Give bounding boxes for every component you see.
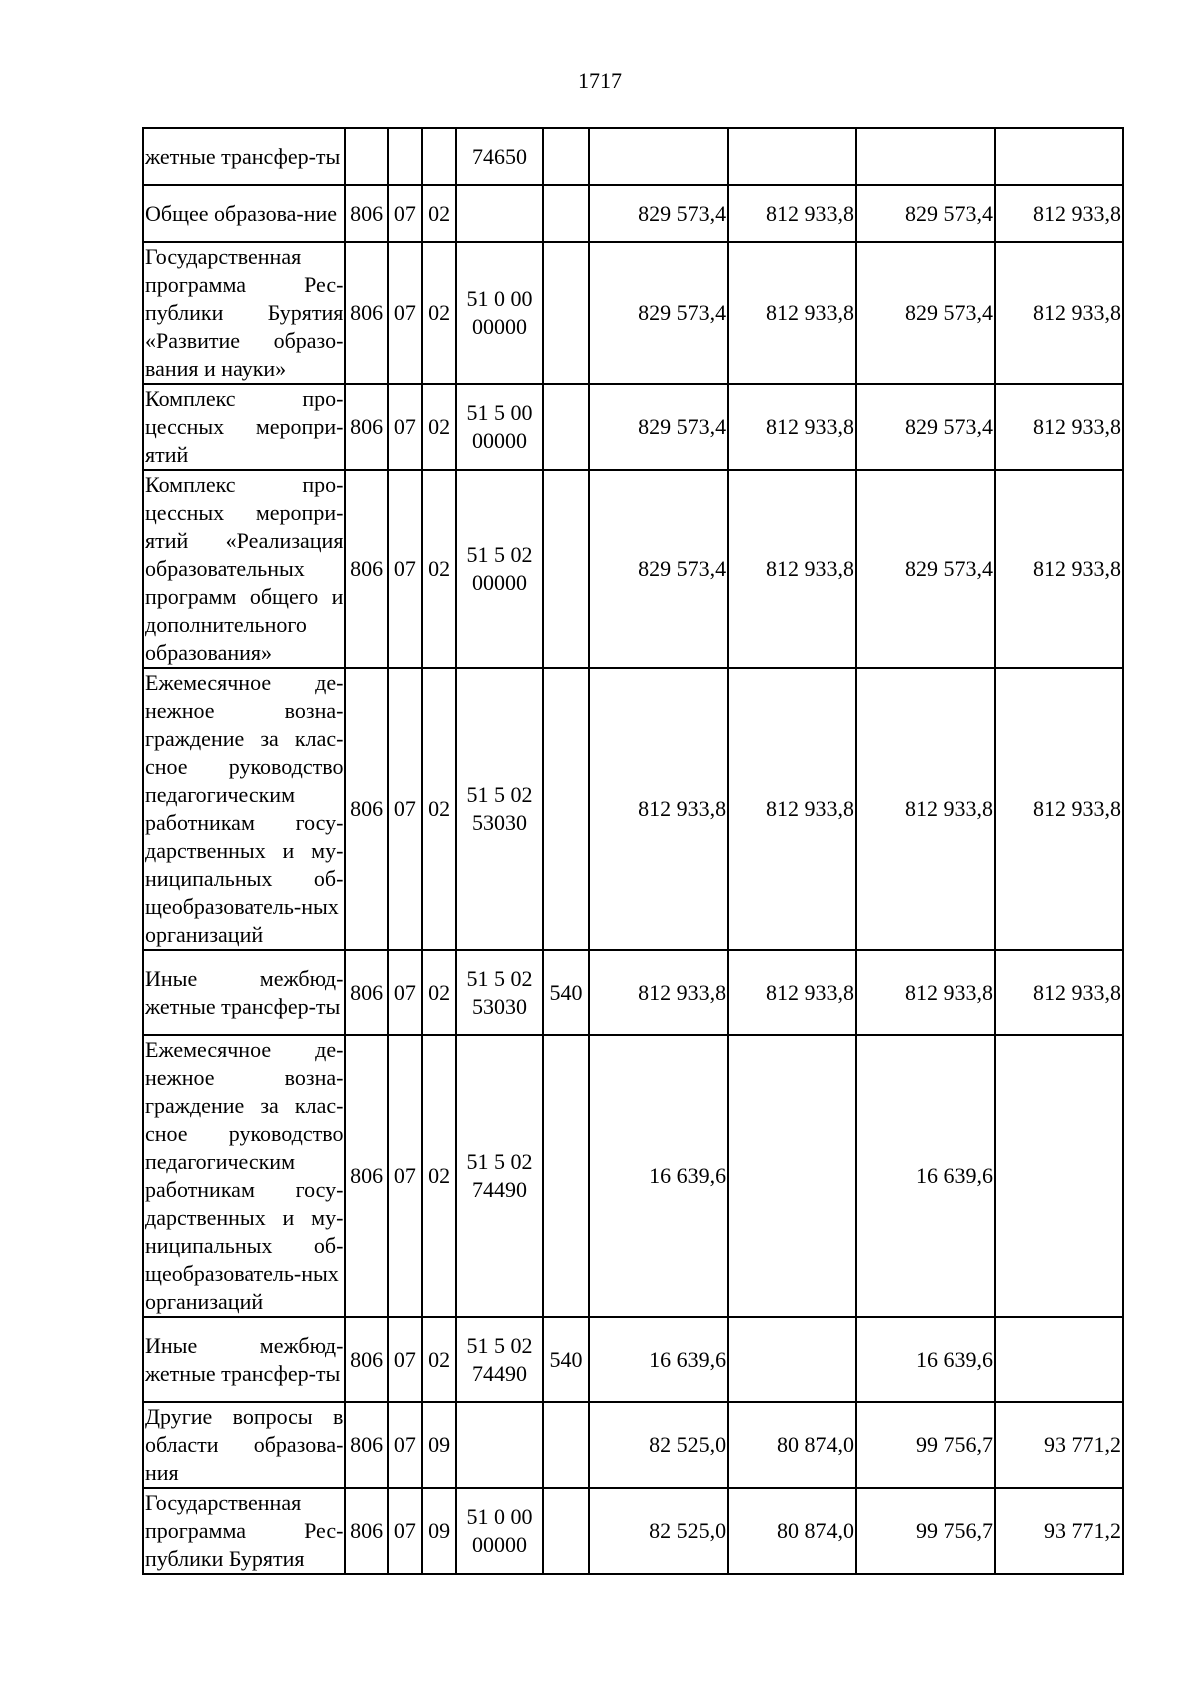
cell-rz: 07 [388, 1035, 422, 1317]
cell-gr [345, 128, 387, 185]
cell-value-3: 99 756,7 [856, 1488, 995, 1574]
cell-value-1: 812 933,8 [589, 668, 728, 950]
cell-pr: 02 [422, 242, 456, 384]
budget-table [142, 127, 1124, 1575]
cell-value-4 [995, 1317, 1123, 1402]
cell-vr [543, 1488, 589, 1574]
cell-gr: 806 [345, 1488, 387, 1574]
cell-pr: 02 [422, 384, 456, 470]
page-number: 1717 [578, 68, 622, 93]
cell-pr: 02 [422, 668, 456, 950]
cell-value-1: 829 573,4 [589, 384, 728, 470]
cell-value-4: 812 933,8 [995, 242, 1123, 384]
cell-gr: 806 [345, 1317, 387, 1402]
cell-csr: 51 0 00 00000 [456, 242, 543, 384]
cell-value-1: 16 639,6 [589, 1317, 728, 1402]
cell-gr: 806 [345, 1035, 387, 1317]
cell-csr [456, 1402, 543, 1488]
cell-value-3: 829 573,4 [856, 384, 995, 470]
cell-vr [543, 668, 589, 950]
cell-rz: 07 [388, 950, 422, 1035]
cell-csr: 51 0 00 00000 [456, 1488, 543, 1574]
cell-rz: 07 [388, 668, 422, 950]
cell-value-3 [856, 128, 995, 185]
table-row [143, 242, 1123, 384]
cell-name: Государственная программа Рес-публики Бурятия «Развитие образо-вания и науки» [143, 242, 345, 384]
cell-value-4 [995, 128, 1123, 185]
cell-value-4: 812 933,8 [995, 185, 1123, 242]
table-row [143, 384, 1123, 470]
cell-rz: 07 [388, 185, 422, 242]
cell-rz: 07 [388, 1488, 422, 1574]
cell-value-4: 812 933,8 [995, 950, 1123, 1035]
cell-value-2 [728, 1317, 856, 1402]
table-row [143, 1402, 1123, 1488]
cell-gr: 806 [345, 185, 387, 242]
cell-value-4: 812 933,8 [995, 384, 1123, 470]
cell-gr: 806 [345, 950, 387, 1035]
cell-value-3: 829 573,4 [856, 470, 995, 668]
cell-value-1: 82 525,0 [589, 1488, 728, 1574]
cell-vr [543, 470, 589, 668]
table-row [143, 668, 1123, 950]
cell-gr: 806 [345, 384, 387, 470]
cell-rz [388, 128, 422, 185]
cell-csr: 51 5 02 74490 [456, 1317, 543, 1402]
cell-name: Общее образова-ние [143, 185, 345, 242]
cell-gr: 806 [345, 668, 387, 950]
cell-pr: 02 [422, 1035, 456, 1317]
cell-value-2 [728, 128, 856, 185]
cell-value-2: 812 933,8 [728, 470, 856, 668]
cell-rz: 07 [388, 384, 422, 470]
cell-name: Иные межбюд-жетные трансфер-ты [143, 1317, 345, 1402]
cell-value-2 [728, 1035, 856, 1317]
table-row [143, 128, 1123, 185]
cell-value-2: 812 933,8 [728, 185, 856, 242]
cell-value-4: 93 771,2 [995, 1488, 1123, 1574]
cell-vr [543, 185, 589, 242]
cell-vr [543, 384, 589, 470]
table-body [143, 128, 1123, 1574]
cell-rz: 07 [388, 1402, 422, 1488]
table-row [143, 1488, 1123, 1574]
cell-csr: 74650 [456, 128, 543, 185]
cell-gr: 806 [345, 242, 387, 384]
cell-pr: 02 [422, 185, 456, 242]
cell-value-2: 80 874,0 [728, 1402, 856, 1488]
cell-value-3: 812 933,8 [856, 950, 995, 1035]
cell-vr [543, 128, 589, 185]
table-row [143, 185, 1123, 242]
cell-csr: 51 5 02 53030 [456, 668, 543, 950]
cell-pr: 09 [422, 1488, 456, 1574]
cell-csr: 51 5 02 00000 [456, 470, 543, 668]
cell-name: Комплекс про-цессных меропри-ятий [143, 384, 345, 470]
cell-rz: 07 [388, 1317, 422, 1402]
cell-value-1 [589, 128, 728, 185]
cell-value-2: 812 933,8 [728, 950, 856, 1035]
cell-csr [456, 185, 543, 242]
cell-vr: 540 [543, 950, 589, 1035]
cell-pr: 09 [422, 1402, 456, 1488]
cell-csr: 51 5 00 00000 [456, 384, 543, 470]
cell-pr [422, 128, 456, 185]
cell-name: Другие вопросы в области образова-ния [143, 1402, 345, 1488]
table-row [143, 950, 1123, 1035]
cell-value-4: 93 771,2 [995, 1402, 1123, 1488]
cell-value-3: 16 639,6 [856, 1035, 995, 1317]
cell-value-3: 16 639,6 [856, 1317, 995, 1402]
cell-name: Ежемесячное де-нежное возна-граждение за клас-сное руководство педагогическим работникам госу-дарственных и му-ниципальных об-щеобразователь-ных организаций [143, 668, 345, 950]
cell-value-3: 812 933,8 [856, 668, 995, 950]
cell-value-3: 829 573,4 [856, 185, 995, 242]
cell-name: Иные межбюд-жетные трансфер-ты [143, 950, 345, 1035]
table-row [143, 1317, 1123, 1402]
cell-name: Ежемесячное де-нежное возна-граждение за клас-сное руководство педагогическим работникам госу-дарственных и му-ниципальных об-щеобразователь-ных организаций [143, 1035, 345, 1317]
cell-value-1: 812 933,8 [589, 950, 728, 1035]
cell-gr: 806 [345, 470, 387, 668]
cell-value-4: 812 933,8 [995, 470, 1123, 668]
cell-value-1: 829 573,4 [589, 242, 728, 384]
table-row [143, 1035, 1123, 1317]
cell-name: Государственная программа Рес-публики Бурятия [143, 1488, 345, 1574]
cell-vr [543, 1402, 589, 1488]
cell-vr [543, 242, 589, 384]
cell-name: жетные трансфер-ты [143, 128, 345, 185]
cell-gr: 806 [345, 1402, 387, 1488]
cell-pr: 02 [422, 1317, 456, 1402]
cell-value-2: 812 933,8 [728, 384, 856, 470]
cell-value-1: 82 525,0 [589, 1402, 728, 1488]
cell-pr: 02 [422, 470, 456, 668]
cell-csr: 51 5 02 53030 [456, 950, 543, 1035]
cell-value-1: 16 639,6 [589, 1035, 728, 1317]
cell-value-3: 99 756,7 [856, 1402, 995, 1488]
cell-value-1: 829 573,4 [589, 185, 728, 242]
cell-vr [543, 1035, 589, 1317]
cell-value-2: 812 933,8 [728, 668, 856, 950]
cell-rz: 07 [388, 470, 422, 668]
cell-name: Комплекс про-цессных меропри-ятий «Реализация образовательных программ общего и дополнительного образования» [143, 470, 345, 668]
cell-pr: 02 [422, 950, 456, 1035]
cell-csr: 51 5 02 74490 [456, 1035, 543, 1317]
table-row [143, 470, 1123, 668]
cell-value-2: 80 874,0 [728, 1488, 856, 1574]
cell-value-1: 829 573,4 [589, 470, 728, 668]
cell-vr: 540 [543, 1317, 589, 1402]
cell-value-4: 812 933,8 [995, 668, 1123, 950]
cell-value-3: 829 573,4 [856, 242, 995, 384]
cell-value-2: 812 933,8 [728, 242, 856, 384]
cell-rz: 07 [388, 242, 422, 384]
cell-value-4 [995, 1035, 1123, 1317]
